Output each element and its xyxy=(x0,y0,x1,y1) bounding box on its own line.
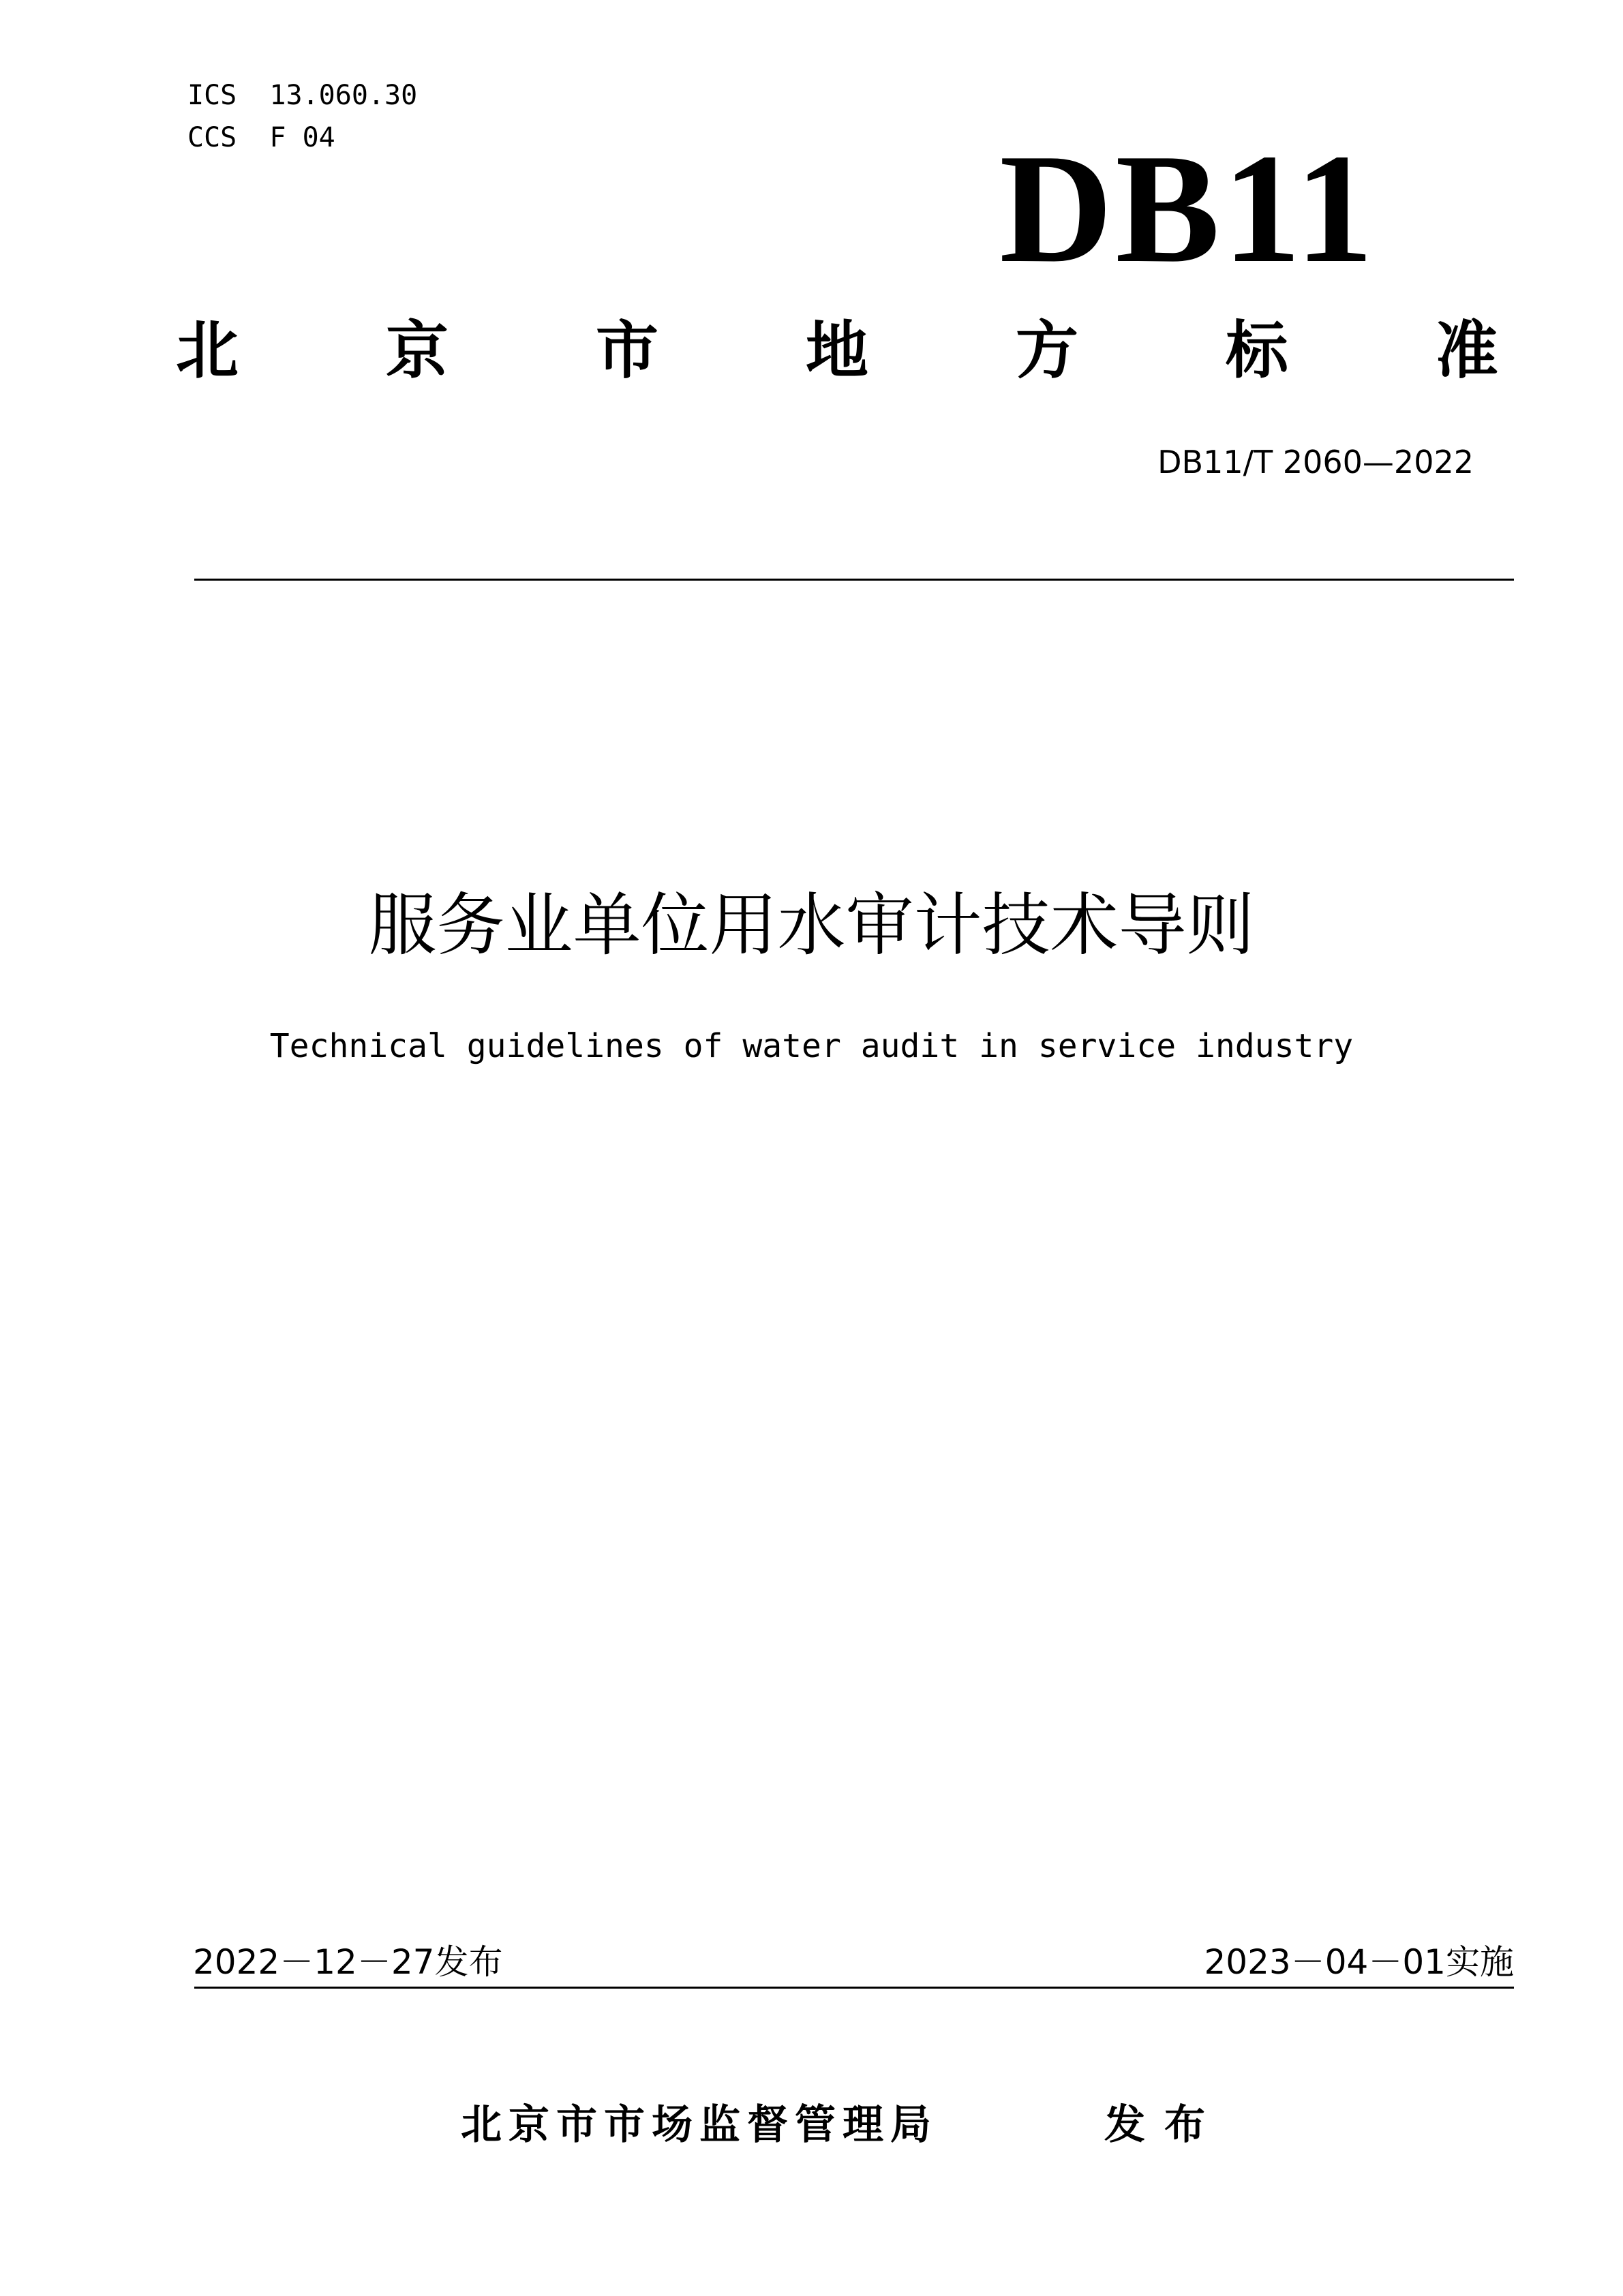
db11-brand-mark: DB11 xyxy=(999,121,1376,295)
standard-type-heading xyxy=(176,313,1498,388)
publisher-name: 北京市市场监督管理局 xyxy=(461,2101,938,2149)
ccs-code: CCS F 04 xyxy=(187,122,335,153)
standard-type-char: 方 xyxy=(1015,314,1078,387)
standard-type-char: 准 xyxy=(1435,314,1498,387)
publish-label: 发布 xyxy=(1104,2101,1224,2149)
implementation-date: 2023－04－01实施 xyxy=(1204,1942,1514,1982)
bottom-divider xyxy=(194,1987,1514,1989)
title-chinese: 服务业单位用水审计技术导则 xyxy=(368,885,1255,965)
standard-type-char: 地 xyxy=(805,314,868,387)
standard-number: DB11/T 2060—2022 xyxy=(1157,444,1474,480)
top-divider xyxy=(194,579,1514,581)
ics-code: ICS 13.060.30 xyxy=(187,80,418,111)
title-english: Technical guidelines of water audit in service industry xyxy=(269,1027,1354,1065)
standard-type-char: 京 xyxy=(385,314,449,387)
standard-type-char: 北 xyxy=(176,314,239,387)
standard-type-char: 标 xyxy=(1225,314,1288,387)
standard-type-char: 市 xyxy=(595,314,658,387)
issue-date: 2022－12－27发布 xyxy=(193,1942,503,1982)
